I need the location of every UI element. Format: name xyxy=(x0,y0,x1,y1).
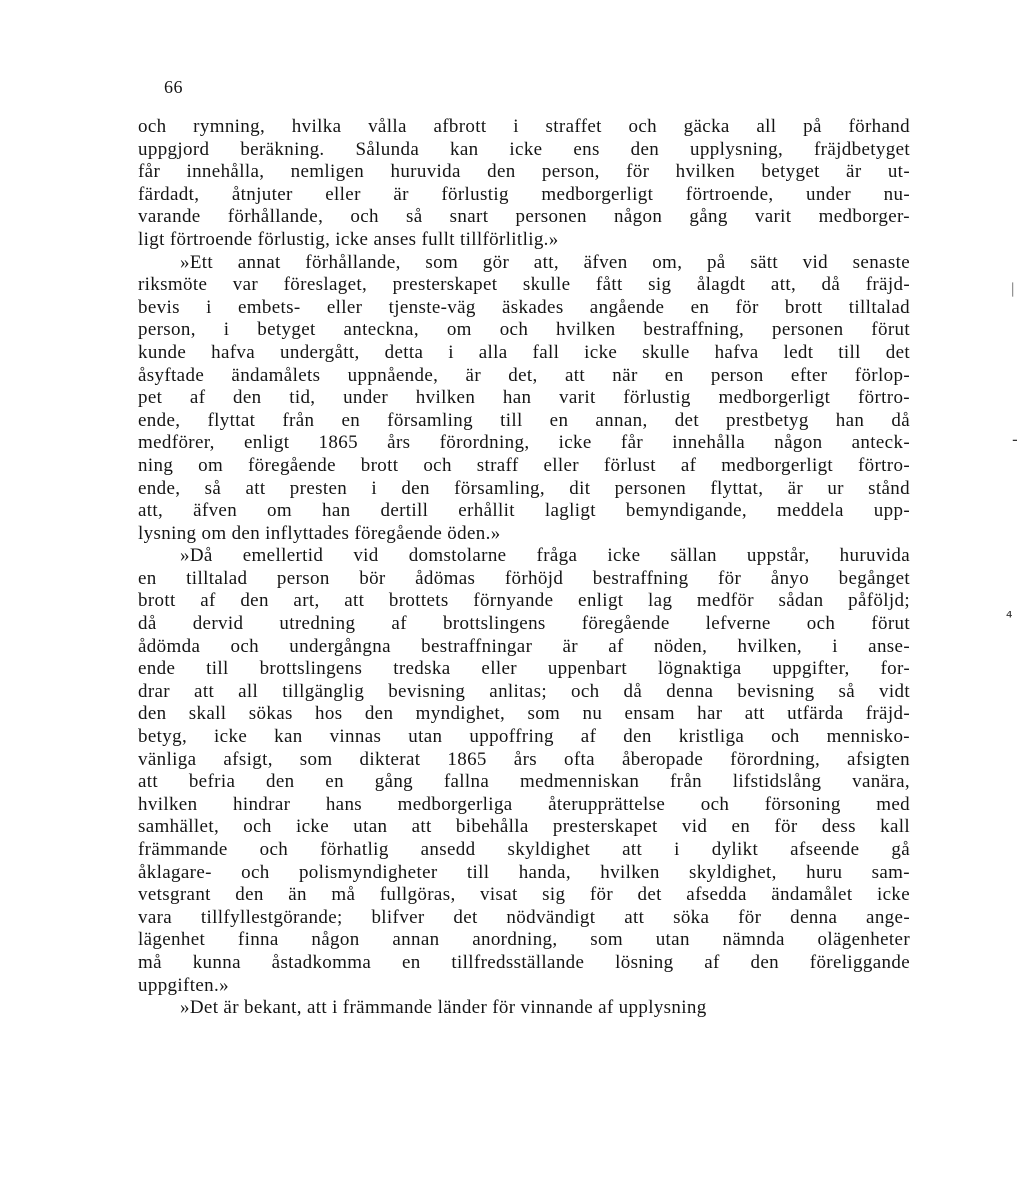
text-line: uppgiften.» xyxy=(138,974,229,996)
text-line: färdadt, åtnjuter eller är förlustig medborgerligt förtroende, under nu- xyxy=(138,183,910,205)
text-line: främmande och förhatlig ansedd skyldighet att i dylikt afseende gå xyxy=(138,839,910,860)
text-line: hvilken hindrar hans medborgerliga återupprättelse och försoning med xyxy=(138,793,910,815)
text-line: och rymning, hvilka vålla afbrott i straffet och gäcka all på förhand xyxy=(138,116,910,137)
text-line: att, äfven om han dertill erhållit lagligt bemyndigande, meddela upp- xyxy=(138,500,910,522)
text-line: betyg, icke kan vinnas utan uppoffring af den kristliga och mennisko- xyxy=(138,726,910,748)
text-line: lysning om den inflyttades föregående öden.» xyxy=(138,522,501,544)
text-line: pet af den tid, under hvilken han varit förlustig medborgerligt förtro- xyxy=(138,387,910,409)
text-line: får innehålla, nemligen huruvida den person, för hvilken betyget är ut- xyxy=(138,161,910,183)
text-line: medförer, enligt 1865 års förordning, icke får innehålla någon anteck- xyxy=(138,432,910,454)
text-line: den skall sökas hos den myndighet, som nu ensam har att utfärda fräjd- xyxy=(138,703,910,725)
text-line: brott af den art, att brottets förnyande enligt lag medför sådan påföljd; xyxy=(138,590,910,612)
text-line: varande förhållande, och så snart personen någon gång varit medborger- xyxy=(138,206,910,228)
text-line: ende, så att presten i den församling, dit personen flyttat, är ur stånd xyxy=(138,477,910,499)
text-line: ende till brottslingens tredska eller uppenbart lögnaktiga uppgifter, for- xyxy=(138,658,910,680)
text-line: bevis i embets- eller tjenste-väg äskades angående en för brott tilltalad xyxy=(138,296,910,318)
text-line: åklagare- och polismyndigheter till handa, hvilken skyldighet, huru sam- xyxy=(138,861,910,883)
text-line: vetsgrant den än må fullgöras, visat sig för det afsedda ändamålet icke xyxy=(138,884,910,906)
text-line: »Det är bekant, att i främmande länder för vinnande af upplysning xyxy=(180,997,707,1019)
text-line: ning om föregående brott och straff eller förlust af medborgerligt förtro- xyxy=(138,454,910,476)
text-line: samhället, och icke utan att bibehålla presterskapet vid en för dess kall xyxy=(138,816,910,838)
text-line: person, i betyget anteckna, om och hvilken bestraffning, personen förut xyxy=(138,319,910,341)
text-line: ådömda och undergångna bestraffningar är af nöden, hvilken, i anse- xyxy=(138,635,910,657)
text-line: att befria den en gång fallna medmenniskan från lifstidslång vanära, xyxy=(138,771,910,793)
text-line: må kunna åstadkomma en tillfredsställande lösning af den föreliggande xyxy=(138,951,910,973)
body-text xyxy=(138,116,910,1020)
text-line: ligt förtroende förlustig, icke anses fullt tillförlitlig.» xyxy=(138,228,559,250)
text-line: kunde hafva undergått, detta i alla fall icke skulle hafva ledt till det xyxy=(138,341,910,363)
text-line: »Då emellertid vid domstolarne fråga icke sällan uppstår, huruvida xyxy=(180,545,910,567)
text-line: ende, flyttat från en församling till en annan, det prestbetyg han då xyxy=(138,409,910,431)
text-line: »Ett annat förhållande, som gör att, äfven om, på sätt vid senaste xyxy=(180,251,910,273)
text-line: drar att all tillgänglig bevisning anlitas; och då denna bevisning så vidt xyxy=(138,680,910,702)
text-line: lägenhet finna någon annan anordning, som utan nämnda olägenheter xyxy=(138,929,910,951)
text-line: vara tillfyllestgörande; blifver det nödvändigt att söka för denna ange- xyxy=(138,906,910,928)
text-line: vänliga afsigt, som dikterat 1865 års ofta åberopade förordning, afsigten xyxy=(138,748,910,770)
text-line: uppgjord beräkning. Sålunda kan icke ens den upplysning, fräjdbetyget xyxy=(138,138,910,160)
margin-mark: - xyxy=(1012,430,1018,449)
page-number: 66 xyxy=(164,77,183,97)
text-line: åsyftade ändamålets uppnående, är det, att när en person efter förlop- xyxy=(138,364,910,386)
text-line: riksmöte var föreslaget, presterskapet skulle fått sig ålagdt att, då fräjd- xyxy=(138,274,910,296)
margin-mark: ⁴ xyxy=(1006,608,1013,627)
text-line: då dervid utredning af brottslingens föregående lefverne och förut xyxy=(138,613,910,635)
margin-mark: ᛁ xyxy=(1008,280,1018,299)
text-line: en tilltalad person bör ådömas förhöjd bestraffning för ånyo begånget xyxy=(138,567,910,589)
